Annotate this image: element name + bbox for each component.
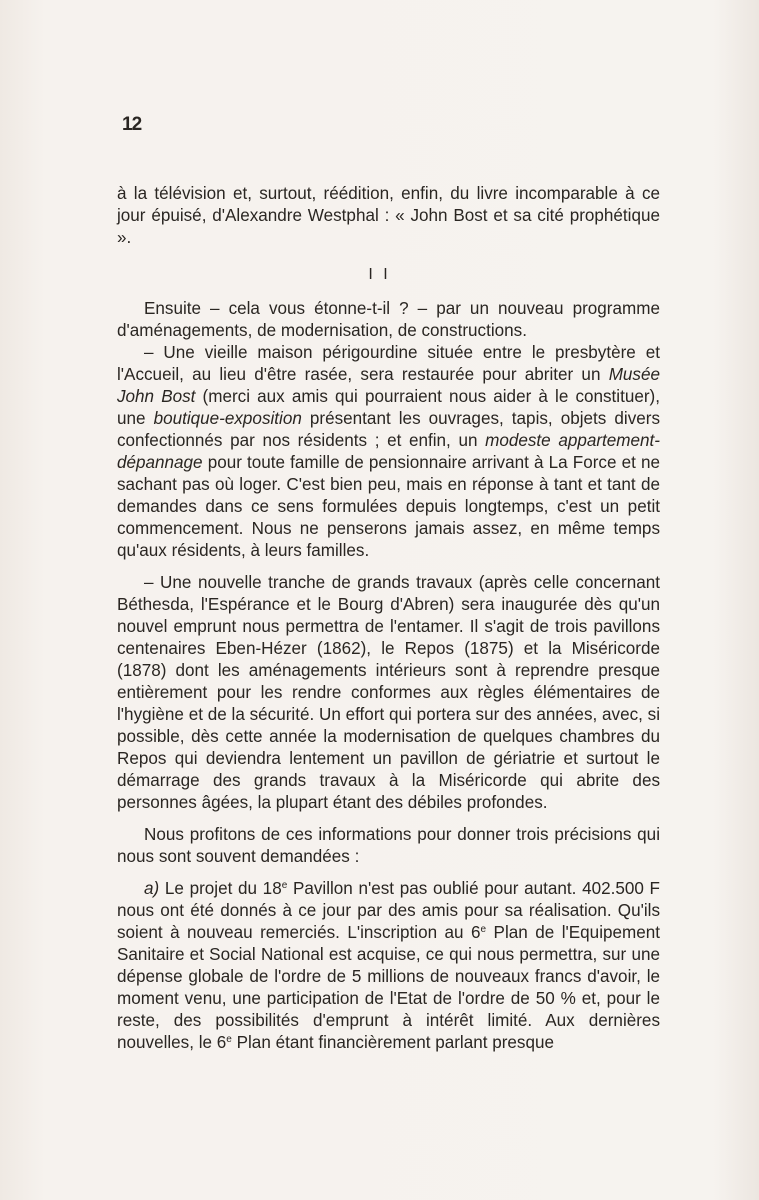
- page-number: 12: [122, 114, 142, 135]
- paragraph-4: – Une nouvelle tranche de grands travaux (après celle concernant Béthesda, l'Espérance et le Bourg d'Abren) sera inaugurée dès qu'un nouvel emprunt nous permettra de l'entamer. Il s'agit de trois pavillons centenaires Eben-Hézer (1862), le Repos (1875) et la Miséricorde (1878) dont les aménagements intérieurs sont à reprendre presque entièrement pour les rendre conformes aux règles élémentaires de l'hygiène et de la sécurité. Un effort qui portera sur des années, avec, si possible, dès cette année la modernisation de quelques chambres du Repos qui deviendra lentement un pavillon de gériatrie et surtout le démarrage des grands travaux à la Miséricorde qui abrite des personnes âgées, la plupart étant des débiles profondes.: [117, 573, 660, 812]
- p6-sup-2: e: [480, 924, 487, 935]
- paragraph-6: [117, 878, 660, 1054]
- p3-text-a: – Une vieille maison périgourdine située entre le presbytère et l'Accueil, au lieu d'être rasée, sera restaurée pour abriter un: [117, 343, 660, 384]
- p6-sup-1: e: [281, 880, 288, 891]
- p3-italic-boutique: boutique-exposition: [153, 409, 302, 428]
- p6-text-d: Plan étant financièrement parlant presque: [231, 1033, 554, 1052]
- p6-text-a: Le projet du 18: [159, 879, 282, 898]
- p3-text-g: pour toute famille de pensionnaire arrivant à La Force et ne sachant pas où loger. C'est bien peu, mais en réponse à tant et tant de demandes dans ce sens formulées depuis longtemps, c'est un petit commencement. Nous ne penserons jamais assez, en même temps qu'aux résidents, à leurs familles.: [117, 453, 660, 560]
- paragraph-3: [117, 342, 660, 562]
- p3-italic-appartement: modeste appartement-dépannage: [117, 431, 660, 472]
- p6-item-label: a): [144, 879, 160, 898]
- p6-sup-3: e: [226, 1034, 232, 1045]
- paragraph-continuation: [117, 183, 660, 249]
- paragraph-5: Nous profitons de ces informations pour donner trois précisions qui nous sont souvent demandées :: [117, 825, 660, 866]
- p3-text-e: présentant les ouvrages, tapis, objets divers confectionnés par nos résidents ; et enfin, un: [117, 409, 660, 450]
- paragraph-1: à la télévision et, surtout, réédition, enfin, du livre incomparable à ce jour épuisé, d'Alexandre Westphal : « John Bost et sa cité prophétique ».: [117, 184, 660, 247]
- p6-text-b: Pavillon n'est pas oublié pour autant. 402.500 F nous ont été donnés à ce jour par des amis pour sa réalisation. Qu'ils soient à nouveau remerciés. L'inscription au 6: [117, 879, 660, 942]
- p3-text-c: (merci aux amis qui pourraient nous aider à le constituer), une: [117, 387, 660, 428]
- section-number: I I: [368, 266, 391, 283]
- paragraph-2: Ensuite – cela vous étonne-t-il ? – par un nouveau programme d'aménagements, de modernisation, de constructions.: [117, 299, 660, 340]
- p6-text-c: Plan de l'Equipement Sanitaire et Social National est acquise, ce qui nous permettra, sur une dépense globale de l'ordre de 5 millions de nouveaux francs d'avoir, le moment venu, une participation de l'Etat de l'ordre de 50 % et, pour le reste, des possibilités d'emprunt à intérêt limité. Aux dernières nouvelles, le 6: [117, 923, 661, 1052]
- p3-italic-museum: Musée John Bost: [117, 365, 660, 406]
- body-text: [117, 298, 660, 1054]
